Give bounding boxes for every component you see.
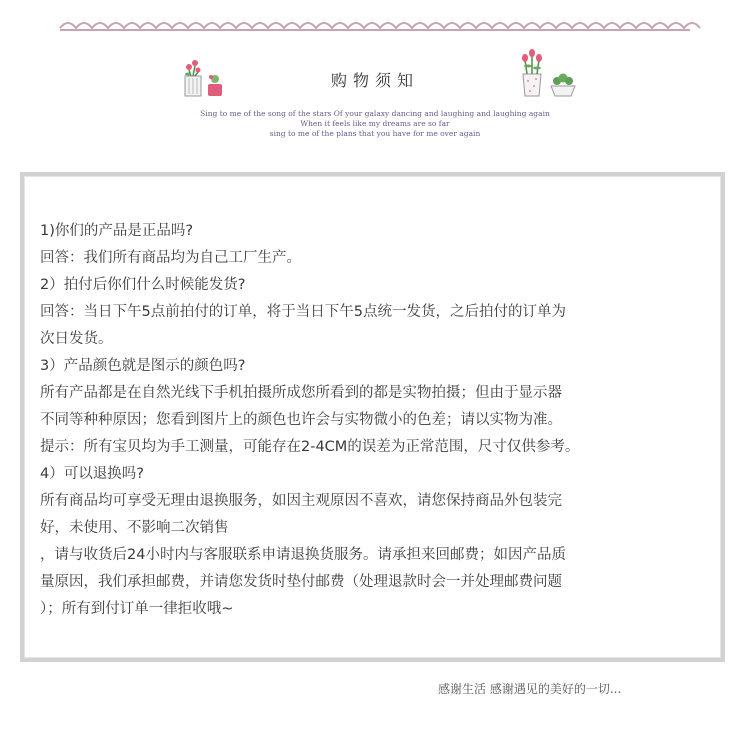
scalloped-border-decoration (0, 16, 750, 46)
faq-answer-4-cont: 量原因，我们承担邮费，并请您发货时垫付邮费（处理退款时会一并处理邮费问题 (40, 574, 562, 590)
faq-question-2: 2）拍付后你们什么时候能发货? (40, 277, 246, 293)
faq-answer-4-cont: ）；所有到付订单一律拒收哦~ (40, 601, 234, 617)
faq-answer-2: 回答：当日下午5点前拍付的订单，将于当日下午5点统一发货，之后拍付的订单为 (40, 304, 566, 320)
subtitle-quote (0, 109, 750, 139)
faq-answer-3: 所有产品都是在自然光线下手机拍摄所成您所看到的都是实物拍摄；但由于显示器 (40, 385, 562, 401)
faq-answer-3-cont: 不同等种种原因；您看到图片上的颜色也许会与实物微小的色差；请以实物为准。 (40, 412, 562, 428)
footer-signature: 感谢生活 感谢遇见的美好的一切... (438, 682, 622, 696)
faq-question-4: 4）可以退换吗? (40, 466, 144, 482)
faq-question-1: 1)你们的产品是正品吗? (40, 223, 194, 239)
faq-content (40, 218, 700, 623)
faq-question-3: 3）产品颜色就是图示的颜色吗? (40, 358, 246, 374)
faq-answer-4: 所有商品均可享受无理由退换服务，如因主观原因不喜欢，请您保持商品外包装完 (40, 493, 562, 509)
page-title: 购物须知 (330, 71, 419, 90)
faq-answer-2-cont: 次日发货。 (40, 331, 113, 347)
faq-answer-1: 回答：我们所有商品均为自己工厂生产。 (40, 250, 301, 266)
faq-answer-4-cont: 好，未使用、不影响二次销售 (40, 520, 229, 536)
faq-tip: 提示：所有宝贝均为手工测量，可能存在2-4CM的误差为正常范围，尺寸仅供参考。 (40, 439, 580, 455)
subtitle-line: sing to me of the plans that you have for me over again (269, 129, 481, 138)
subtitle-line: When it feels like my dreams are so far (300, 119, 450, 128)
faq-answer-4-cont: ，请与收货后24小时内与客服联系申请退换货服务。请承担来回邮费；如因产品质 (40, 547, 566, 563)
subtitle-line: Sing to me of the song of the stars Of your galaxy dancing and laughing and laughing again (200, 109, 550, 118)
